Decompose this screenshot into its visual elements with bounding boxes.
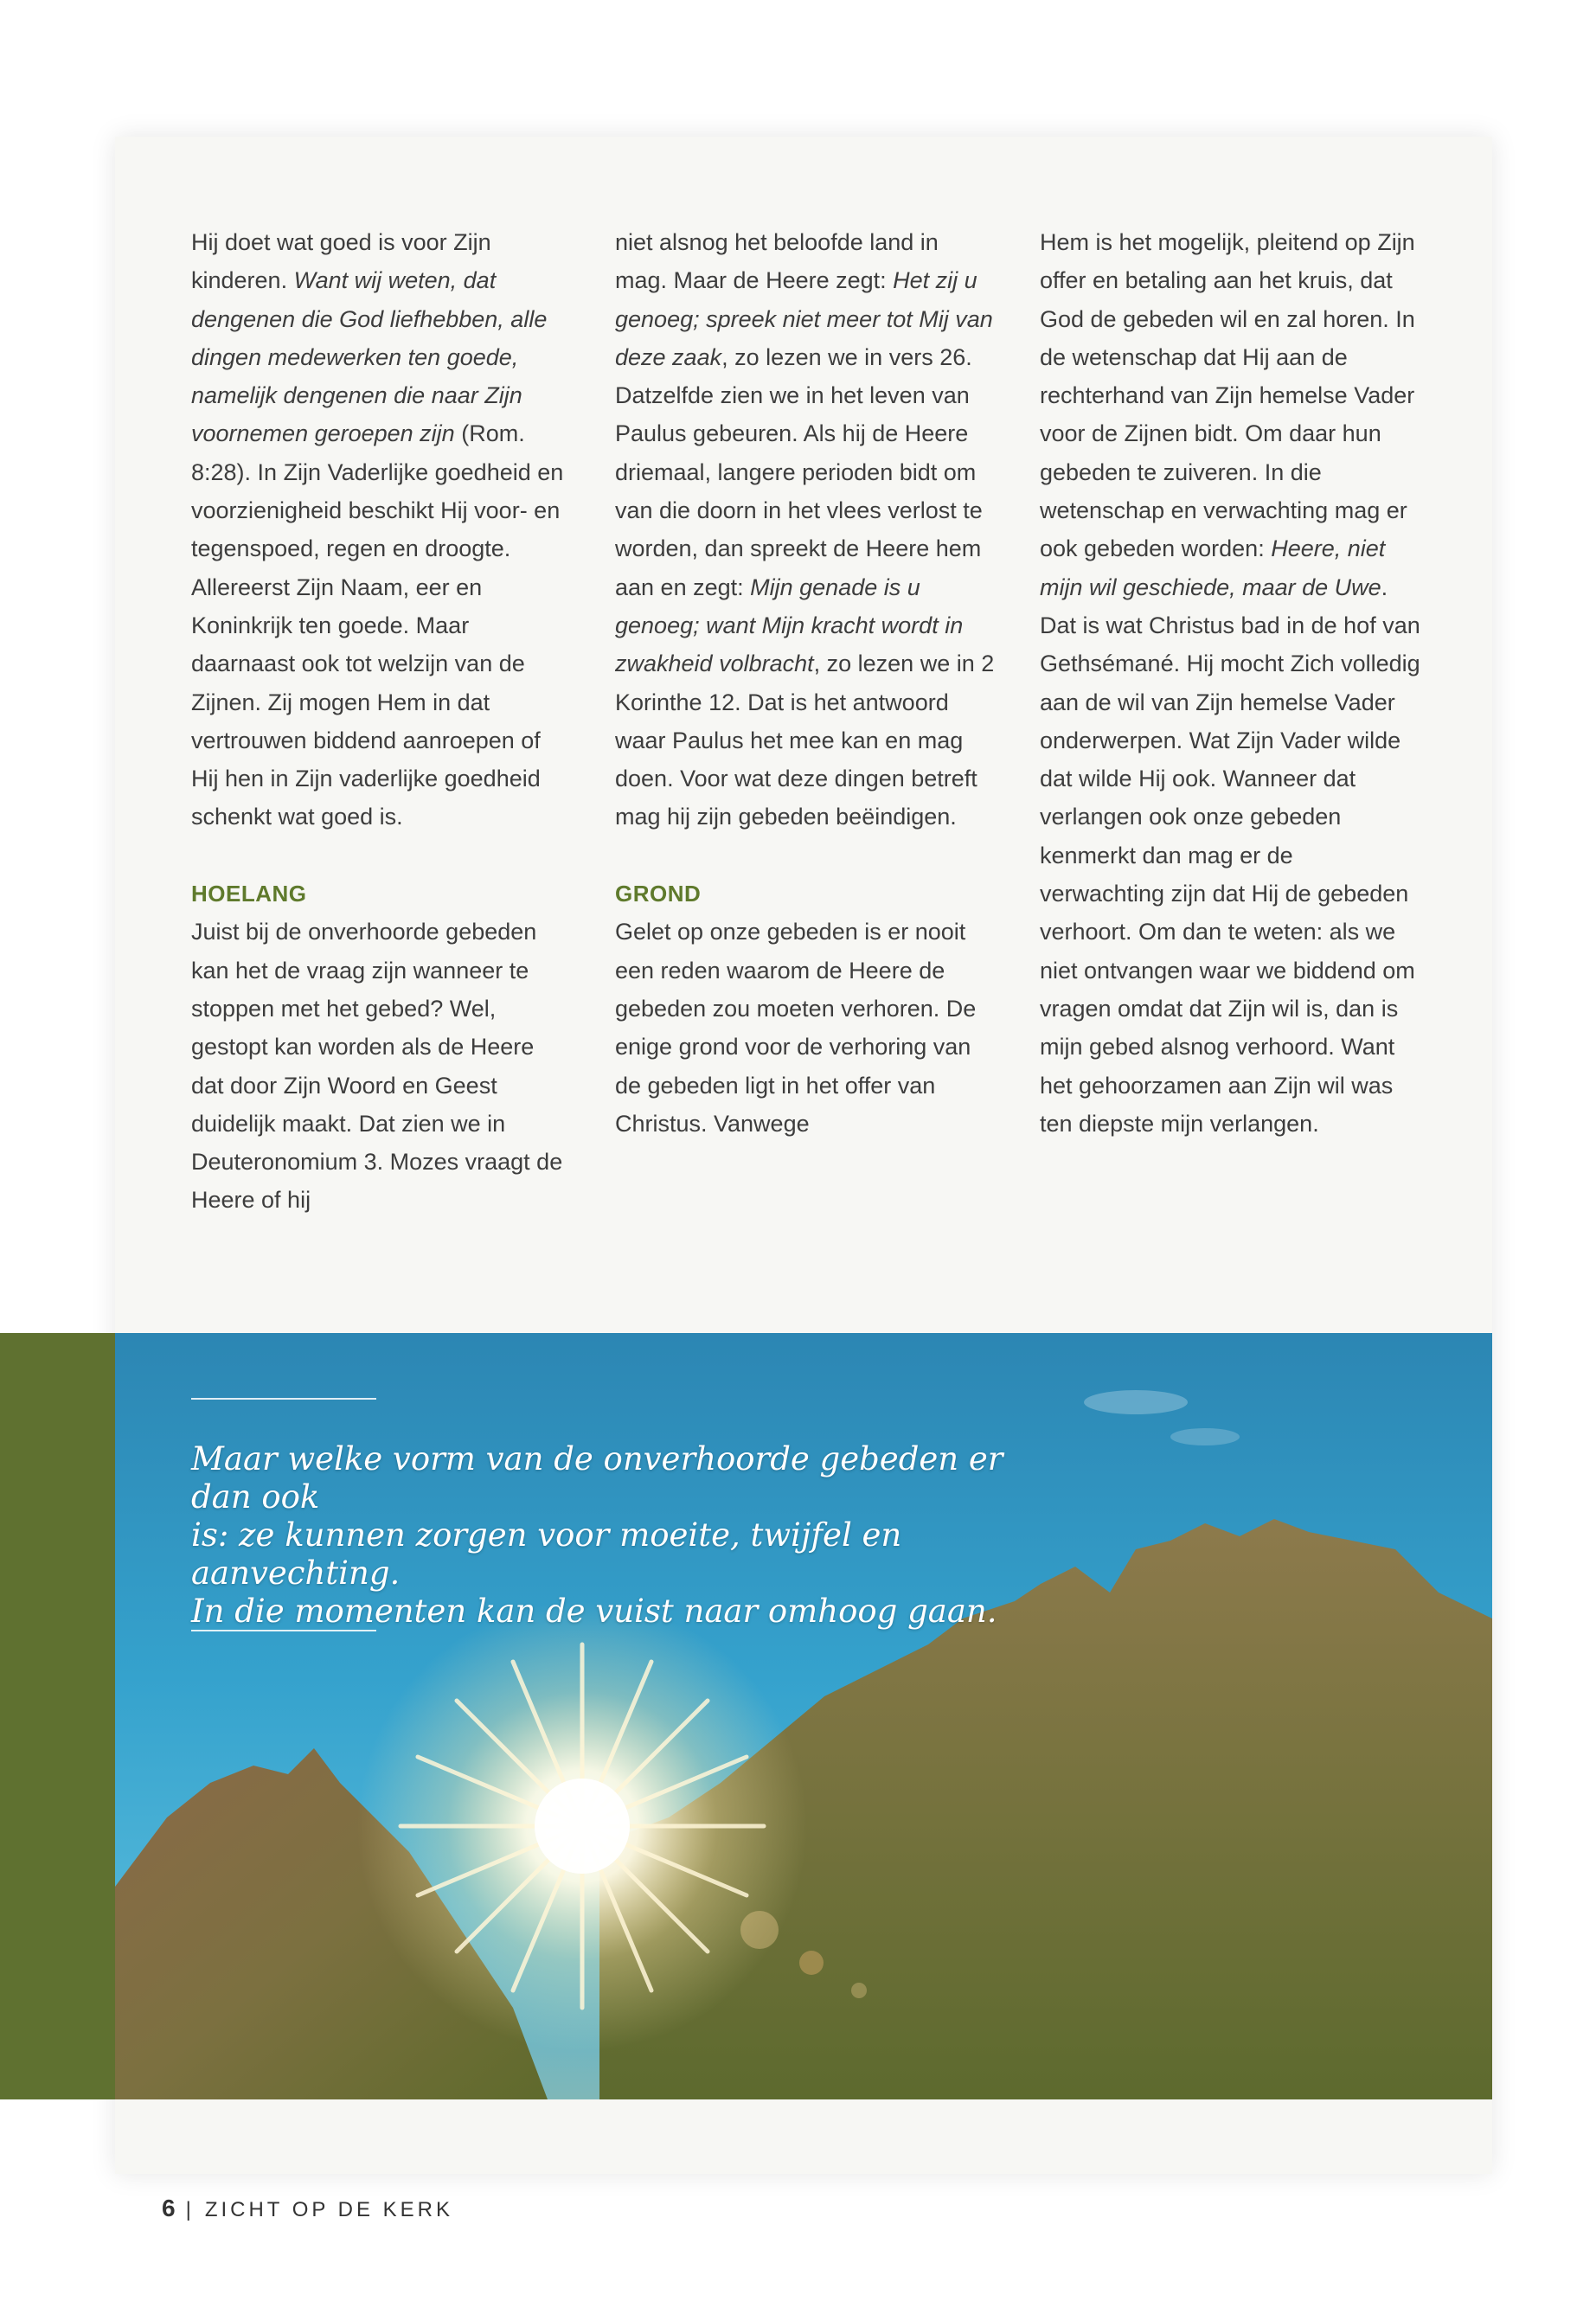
bible-quote: Want wij weten, dat dengenen die God liefhebben, alle dingen medewerken ten goede, namelijk dengenen die naar Zijn voornemen geroepen zijn (191, 267, 548, 447)
bible-quote: Mijn genade is u genoeg; want Mijn kracht wordt in zwakheid volbracht (615, 574, 964, 677)
quote-rule-bottom (191, 1630, 376, 1631)
green-accent-band (0, 1333, 121, 2099)
pull-quote: Maar welke vorm van de onverhoorde gebeden er dan ook is: ze kunnen zorgen voor moeite, twijfel en aanvechting. In die momenten kan de vuist naar omhoog gaan. (191, 1440, 1003, 1630)
paragraph: niet alsnog het beloofde land in mag. Maar de Heere zegt: Het zij u genoeg; spreek niet meer tot Mij van deze zaak, zo lezen we in vers 26. Datzelfde zien we in het leven van Paulus gebeuren. Als hij de Heere driemaal, langere perioden bidt om van die doorn in het vlees verlost te worden, dan spreekt de Heere hem aan en zegt: Mijn genade is u genoeg; want Mijn kracht wordt in zwakheid volbracht, zo lezen we in 2 Korinthe 12. Dat is het antwoord waar Paulus het mee kan en mag doen. Voor wat deze dingen betreft mag hij zijn gebeden beëindigen. (615, 229, 995, 830)
text-column-3 (1040, 223, 1420, 1143)
section-heading-hoelang: HOELANG (191, 881, 307, 907)
paragraph: Hem is het mogelijk, pleitend op Zijn offer en betaling aan het kruis, dat God de gebeden wil en zal horen. In de wetenschap dat Hij aan de rechterhand van Zijn hemelse Vader voor de Zijnen bidt. Om daar hun gebeden te zuiveren. In die wetenschap en verwachting mag er ook gebeden worden: Heere, niet mijn wil geschiede, maar de Uwe. Dat is wat Christus bad in de hof van Gethsémané. Hij mocht Zich volledig aan de wil van Zijn hemelse Vader onderwerpen. Wat Zijn Vader wilde dat wilde Hij ook. Wanneer dat verlangen ook onze gebeden kenmerkt dan mag er de verwachting zijn dat Hij de gebeden verhoort. Om dan te weten: als we niet ontvangen waar we biddend om vragen omdat dat Zijn wil is, dan is mijn gebed alsnog verhoord. Want het gehoorzamen aan Zijn wil was ten diepste mijn verlangen. (1040, 229, 1420, 1137)
text-column-1 (191, 223, 572, 1220)
paragraph: Hij doet wat goed is voor Zijn kinderen. Want wij weten, dat dengenen die God liefhebben, alle dingen medewerken ten goede, namelijk dengenen die naar Zijn voornemen geroepen zijn (Rom. 8:28). In Zijn Vaderlijke goedheid en voorzienigheid beschikt Hij voor- en tegenspoed, regen en droogte. Allereerst Zijn Naam, eer en Koninkrijk ten goede. Maar daarnaast ook tot welzijn van de Zijnen. Zij mogen Hem in dat vertrouwen biddend aanroepen of Hij hen in Zijn vaderlijke goedheid schenkt wat goed is. (191, 229, 564, 830)
page-footer (162, 2195, 453, 2222)
bible-quote: Het zij u genoeg; spreek niet meer tot Mij van deze zaak (615, 267, 993, 370)
text-column-2 (615, 223, 996, 1143)
section-heading-grond: GROND (615, 881, 702, 907)
paragraph: Juist bij de onverhoorde gebeden kan het de vraag zijn wanneer te stoppen met het gebed? Wel, gestopt kan worden als de Heere dat door Zijn Woord en Geest duidelijk maakt. Dat zien we in Deuteronomium 3. Mozes vraagt de Heere of hij (191, 919, 563, 1214)
paragraph: Gelet op onze gebeden is er nooit een reden waarom de Heere de gebeden zou moeten verhoren. De enige grond voor de verhoring van de gebeden ligt in het offer van Christus. Vanwege (615, 919, 977, 1137)
footer-separator: | (185, 2198, 195, 2221)
bible-quote: Heere, niet mijn wil geschiede, maar de Uwe (1040, 535, 1386, 600)
quote-rule-top (191, 1398, 376, 1400)
magazine-name: ZICHT OP DE KERK (204, 2198, 453, 2221)
page-number: 6 (162, 2195, 176, 2221)
